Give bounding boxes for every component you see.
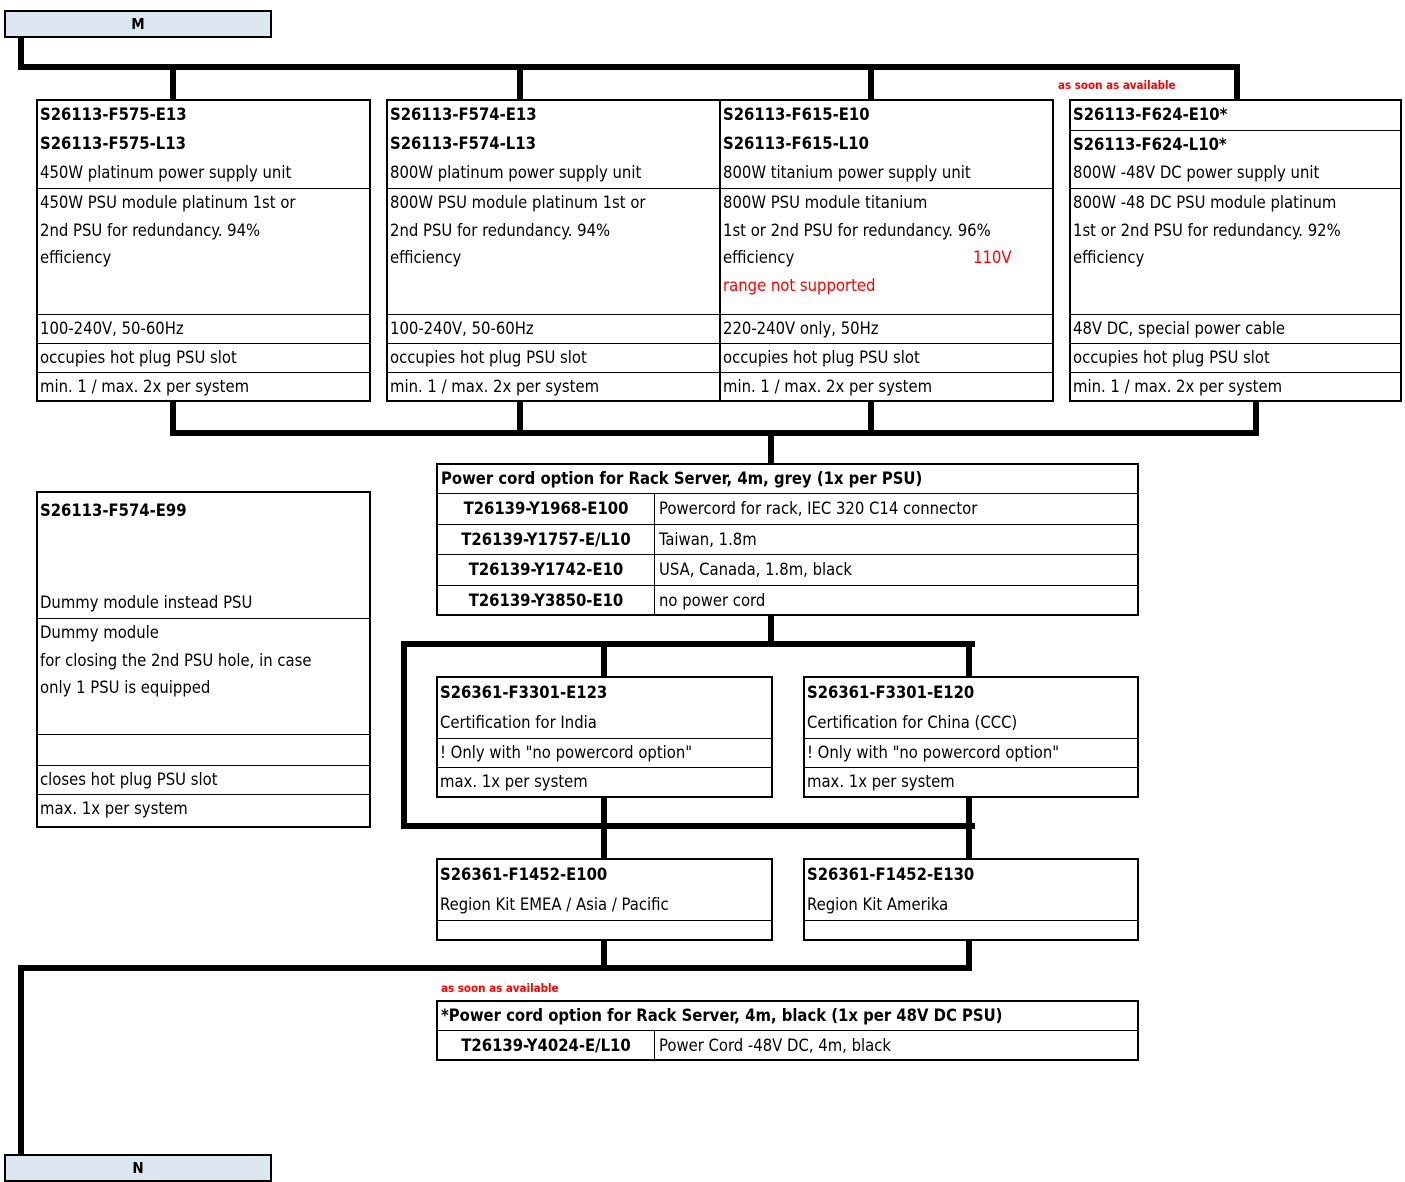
slot-spec: occupies hot plug PSU slot — [388, 343, 719, 372]
psu-box[interactable] — [36, 99, 371, 402]
product-code: S26361-F3301-E120 — [807, 683, 975, 702]
product-description: Dummy module for closing the 2nd PSU hole, in case only 1 PSU is equipped — [38, 618, 369, 734]
dummy-module-box[interactable] — [36, 491, 371, 828]
voltage-spec: 100-240V, 50-60Hz — [388, 314, 719, 343]
compatibility-note: ! Only with "no powercord option" — [438, 738, 771, 767]
connector-m[interactable]: M — [4, 10, 272, 38]
connector-line — [1234, 64, 1240, 100]
product-code: S26113-F574-L13 — [390, 134, 536, 153]
quantity-spec: max. 1x per system — [38, 794, 369, 823]
product-description: 800W -48 DC PSU module platinum 1st or 2nd PSU for redundancy. 92% efficiency — [1071, 188, 1400, 314]
product-title: Region Kit Amerika — [807, 895, 949, 914]
product-code: S26113-F615-E10 — [723, 105, 870, 124]
product-code: S26113-F574-E99 — [40, 501, 187, 520]
product-code: S26113-F624-L10* — [1071, 130, 1400, 159]
table-row[interactable] — [438, 524, 1137, 555]
cord-description: Powercord for rack, IEC 320 C14 connector — [659, 499, 978, 518]
quantity-spec: min. 1 / max. 2x per system — [38, 372, 369, 401]
connector-line — [401, 823, 975, 829]
cord-code: T26139-Y1757-E/L10 — [438, 525, 655, 555]
quantity-spec: min. 1 / max. 2x per system — [388, 372, 719, 401]
empty-row — [805, 920, 1137, 939]
connector-line — [170, 64, 176, 100]
product-code: S26113-F575-E13 — [40, 105, 187, 124]
voltage-spec: 220-240V only, 50Hz — [721, 314, 1052, 343]
connector-line — [401, 641, 975, 647]
product-title: Certification for China (CCC) — [807, 713, 1018, 732]
product-title: 800W platinum power supply unit — [390, 163, 642, 182]
slot-spec: occupies hot plug PSU slot — [721, 343, 1052, 372]
power-cord-black-table — [436, 1000, 1139, 1061]
cord-description: no power cord — [659, 590, 766, 610]
product-code: S26361-F1452-E100 — [440, 865, 608, 884]
product-title: Certification for India — [440, 713, 597, 732]
quantity-spec: min. 1 / max. 2x per system — [1071, 372, 1400, 401]
product-code: S26113-F575-L13 — [40, 134, 186, 153]
psu-box[interactable] — [1069, 99, 1402, 402]
table-title: Power cord option for Rack Server, 4m, grey (1x per PSU) — [441, 469, 923, 488]
power-cord-grey-table — [436, 463, 1139, 616]
cord-code: T26139-Y1742-E10 — [438, 555, 655, 585]
warning-text: 110V — [973, 248, 1012, 267]
table-row[interactable] — [438, 1030, 1137, 1059]
region-kit-box[interactable] — [436, 858, 773, 941]
slot-spec: occupies hot plug PSU slot — [1071, 343, 1400, 372]
cord-code: T26139-Y4024-E/L10 — [438, 1031, 655, 1059]
connector-line — [401, 641, 407, 829]
product-description: 800W PSU module titanium 1st or 2nd PSU for redundancy. 96% efficiency 110V range not supported — [721, 188, 1052, 314]
table-title: *Power cord option for Rack Server, 4m, black (1x per 48V DC PSU) — [441, 1006, 1003, 1025]
region-kit-box[interactable] — [803, 858, 1139, 941]
product-title: 800W -48V DC power supply unit — [1073, 163, 1320, 182]
connector-line — [170, 430, 1259, 436]
quantity-spec: max. 1x per system — [805, 767, 1137, 796]
product-code: S26113-F574-E13 — [390, 105, 537, 124]
connector-line — [966, 797, 972, 859]
empty-row — [38, 734, 369, 765]
product-title: Dummy module instead PSU — [40, 593, 253, 612]
product-title: Region Kit EMEA / Asia / Pacific — [440, 895, 669, 914]
availability-note: as soon as available — [441, 981, 559, 995]
cord-description: Power Cord -48V DC, 4m, black — [659, 1036, 891, 1055]
compatibility-note: ! Only with "no powercord option" — [805, 738, 1137, 767]
quantity-spec: min. 1 / max. 2x per system — [721, 372, 1052, 401]
voltage-spec: 100-240V, 50-60Hz — [38, 314, 369, 343]
voltage-spec: 48V DC, special power cable — [1071, 314, 1400, 343]
connector-line — [868, 64, 874, 100]
product-code: S26113-F624-E10* — [1073, 105, 1228, 124]
psu-box[interactable] — [719, 99, 1054, 402]
cord-code: T26139-Y3850-E10 — [438, 586, 655, 616]
product-title: 800W titanium power supply unit — [723, 163, 971, 182]
connector-line — [768, 430, 774, 464]
table-row[interactable] — [438, 585, 1137, 616]
warning-text: range not supported — [723, 275, 876, 295]
connector-line — [18, 965, 24, 1155]
cord-description: USA, Canada, 1.8m, black — [659, 560, 852, 579]
connector-n[interactable]: N — [4, 1154, 272, 1182]
connector-line — [601, 641, 607, 677]
quantity-spec: max. 1x per system — [438, 767, 771, 796]
certification-box[interactable] — [803, 676, 1139, 798]
table-row[interactable] — [438, 554, 1137, 585]
connector-line — [601, 797, 607, 859]
certification-box[interactable] — [436, 676, 773, 798]
empty-row — [438, 920, 771, 939]
product-code: S26361-F1452-E130 — [807, 865, 975, 884]
connector-line — [517, 64, 523, 100]
product-code: S26113-F615-L10 — [723, 134, 869, 153]
table-row[interactable] — [438, 493, 1137, 524]
cord-description: Taiwan, 1.8m — [659, 529, 757, 549]
availability-note: as soon as available — [1058, 78, 1176, 92]
product-code: S26361-F3301-E123 — [440, 683, 608, 702]
product-description: 800W PSU module platinum 1st or 2nd PSU for redundancy. 94% efficiency — [388, 188, 719, 314]
slot-spec: occupies hot plug PSU slot — [38, 343, 369, 372]
product-title: 450W platinum power supply unit — [40, 163, 292, 182]
slot-spec: closes hot plug PSU slot — [38, 765, 369, 794]
product-description: 450W PSU module platinum 1st or 2nd PSU for redundancy. 94% efficiency — [38, 188, 369, 314]
psu-box[interactable] — [386, 99, 721, 402]
connector-line — [18, 64, 1240, 70]
connector-line — [18, 965, 972, 971]
cord-code: T26139-Y1968-E100 — [438, 494, 655, 524]
connector-line — [966, 641, 972, 677]
